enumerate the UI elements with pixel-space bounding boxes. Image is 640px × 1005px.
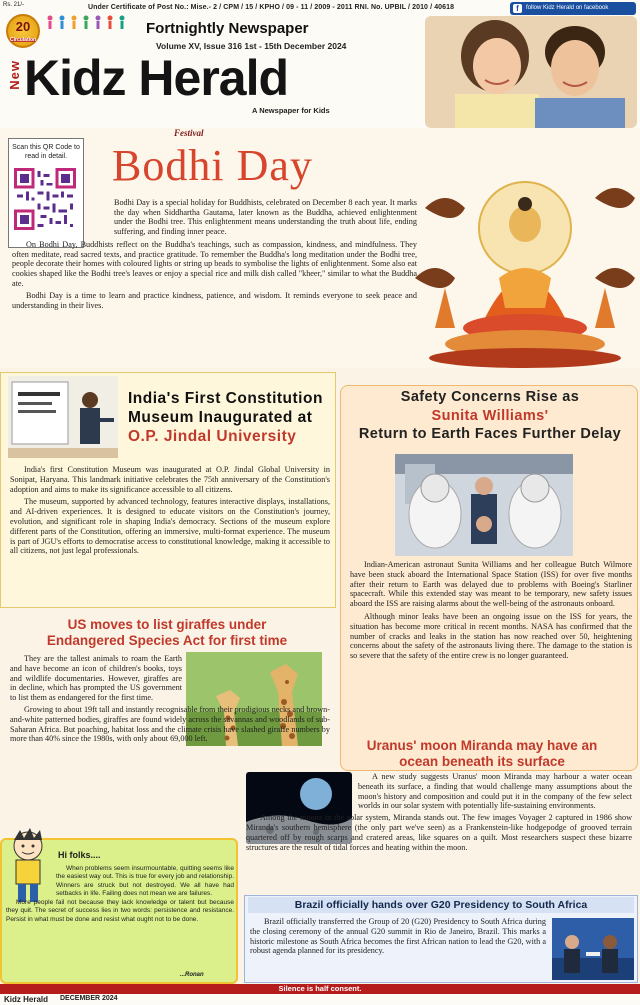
- astronauts-photo: [395, 454, 573, 556]
- article-paragraph: A new study suggests Uranus' moon Miranda may harbour a water ocean beneath its surface, a finding that would challenge many assumptions about the moon's history and composition and could put it in the company of the few select worlds in our solar system with potentially life-sustaining environments.: [358, 772, 632, 811]
- headline-line: Museum Inaugurated at: [128, 409, 313, 426]
- hi-folks-text: [6, 865, 234, 925]
- newspaper-title: Kidz Herald: [24, 50, 289, 106]
- article-paragraph: Bodhi Day is a time to learn and practice kindness, patience, and wisdom. It reminds everyone to seek peace and understanding in their lives.: [12, 291, 417, 311]
- headline-line-highlight: Sunita Williams': [431, 407, 549, 424]
- article-paragraph: Growing to about 19ft tall and instantly recognisable from their prodigious necks and brown-and-white patterned bodies, giraffes are found widely across the savannas and woodlands of sub-Saharan Africa. But poaching, habitat loss and the climate crisis have slashed giraffe numbers by more than 40% since the 1980s, with only about 69,000 left.: [10, 704, 330, 744]
- footer-quote: Silence is half consent.: [0, 984, 640, 994]
- facebook-follow-link[interactable]: [510, 2, 636, 15]
- headline-line: US moves to list giraffes under: [67, 617, 267, 632]
- headline-line: Safety Concerns Rise as: [400, 389, 580, 405]
- kids-photo: [425, 16, 637, 128]
- article-paragraph: When problems seem insurmountable, quitting seems like the easiest way out. This is true for every job and relationship. Winners are struck but not destroyed. We all have had setbacks in life. Failing does not mean we are failures.: [56, 865, 235, 897]
- anniversary-label: Circulation: [10, 37, 37, 43]
- headline-line: Uranus' moon Miranda may have an: [366, 738, 598, 753]
- article-paragraph: The museum, supported by advanced technology, features interactive displays, installations, and AI-driven experiences. It is designed to educate visitors on the Constitution's journey, evolution, and significant role in shaping India's democracy. Sections of the museum explore different parts of the Constitution, offering an immersive, multi-format experience. The museum is part of JGU's efforts to democratise access to constitutional knowledge, making it accessible to all citizens, not just legal professionals.: [10, 497, 330, 556]
- article-paragraph: India's first Constitution Museum was inaugurated at O.P. Jindal Global University in Sonipat, Haryana. This landmark initiative celebrates the 75th anniversary of the Constitution's adoption and aims to make its significance accessible to all citizens.: [10, 465, 330, 494]
- g20-summit-photo: [552, 918, 634, 980]
- anniversary-badge: [6, 14, 40, 48]
- article-paragraph: Brazil officially transferred the Group of 20 (G20) Presidency to South Africa during the closing ceremony of the annual G20 summit in Rio de Janeiro, Brazil. This marks a historic milestone as South Africa becomes the first African nation to lead the G20, with a robust agenda planned for its presidency.: [250, 917, 546, 956]
- hi-folks-author: ...Ronan: [180, 972, 204, 978]
- footer-brand: Kidz Herald: [4, 995, 49, 1004]
- uranus-headline: [334, 738, 630, 770]
- footer-date: DECEMBER 2024: [60, 995, 118, 1002]
- postal-registration: Under Certificate of Post No.: Mise.- 2 / CPM / 15 / KPHO / 09 - 11 / 2009 - 2011 RNI. No. UPBIL / 2010 / 40618: [88, 4, 455, 11]
- headline-line: Endangered Species Act for first time: [46, 633, 288, 648]
- facebook-icon: f: [513, 4, 522, 13]
- sunita-headline: [348, 388, 632, 444]
- price-label: Rs. 21/-: [3, 2, 25, 8]
- anniversary-number: 20: [15, 19, 31, 34]
- bodhi-article: [12, 198, 417, 314]
- article-paragraph: On Bodhi Day, Buddhists reflect on the Buddha's teachings, such as compassion, kindness, and mindfulness. They often meditate, read sacred texts, and practice gratitude. To remember the Buddha's long meditation under the Bodhi tree, people decorate their homes with coloured lights or string up beads to symbolise the lights of enlightenment. Some also eat cookies shaped like the Bodhi tree's leaves or enjoy a special rice and milk dish called "kheer," similar to what the Buddha ate.: [12, 239, 417, 288]
- qr-caption: Scan this QR Code to read in detail.: [12, 144, 80, 160]
- new-label: New: [7, 60, 22, 90]
- article-paragraph: Although minor leaks have been an ongoing issue on the ISS for years, the situation has become more critical in recent months. NASA has confirmed that the number of cracks and leaks in the station has now reached over 50, heightening concerns about the safety of the astronauts living there. The damage to the station is so severe that the safety of the entire crew is no longer guaranteed.: [350, 611, 632, 661]
- headline-line: Return to Earth Faces Further Delay: [358, 426, 622, 442]
- giraffe-article: [10, 654, 330, 746]
- constitution-museum-photo: [8, 376, 118, 458]
- buddha-illustration: [405, 168, 637, 370]
- headline-line: India's First Constitution: [128, 390, 323, 407]
- hi-folks-title: Hi folks....: [58, 850, 101, 860]
- giraffe-headline: [12, 617, 322, 649]
- volume-issue: Volume XV, Issue 316 1st - 15th December 2024: [156, 41, 347, 51]
- article-paragraph: More people fail not because they lack knowledge or talent but because they quit. The secret of success lies in two words: persistence and resistance. Persist in what must be done and resist what ought not to be done.: [6, 899, 234, 923]
- article-paragraph: Indian-American astronaut Sunita Williams and her colleague Butch Wilmore have been stuck aboard the International Space Station (ISS) for over five months after their return to Earth was delayed due to problems with Boeing's Starliner spacecraft. While this extended stay was meant to be temporary, new safety issues aboard the ISS are raising alarms about the well-being of the astronauts onboard.: [350, 560, 632, 609]
- constitution-headline: [128, 389, 328, 446]
- bodhi-title: Bodhi Day: [112, 141, 313, 190]
- frequency-label: Fortnightly Newspaper: [146, 20, 309, 37]
- headline-line: ocean beneath its surface: [399, 754, 565, 769]
- dancing-kids-illustration: [44, 14, 134, 34]
- tagline: A Newspaper for Kids: [252, 106, 330, 115]
- brazil-article: [250, 917, 546, 956]
- facebook-follow-label: follow Kidz Herald on facebook: [526, 5, 609, 11]
- uranus-article: [246, 772, 632, 854]
- sunita-article: [350, 560, 632, 664]
- brazil-headline: Brazil officially hands over G20 Presidency to South Africa: [248, 897, 634, 913]
- article-paragraph: Among the moons in the solar system, Miranda stands out. The few images Voyager 2 captured in 1986 show Miranda's southern hemisphere (the only part we've seen) as a Frankenstein-like hodgepodge of grooved terrain quartered off by rough scarps and cratered areas, like squares on a quilt. Most researchers suspect these bizarre structures are the result of tidal forces and heating within the moon.: [246, 813, 632, 852]
- article-paragraph: Bodhi Day is a special holiday for Buddhists, celebrated on December 8 each year. It marks the day when Siddhartha Gautama, later known as the Buddha, achieved enlightenment under the Bodhi tree. This enlightenment means understanding the truth about life, ending suffering, and finding inner peace.: [114, 198, 417, 237]
- constitution-article: [10, 465, 330, 559]
- article-paragraph: They are the tallest animals to roam the Earth and have become an icon of children's books, toys and wildlife documentaries. However, giraffes are in decline, which has prompted the US government to list them as endangered for the first time.: [10, 654, 182, 703]
- section-label: Festival: [174, 128, 204, 138]
- headline-line-highlight: O.P. Jindal University: [128, 428, 297, 445]
